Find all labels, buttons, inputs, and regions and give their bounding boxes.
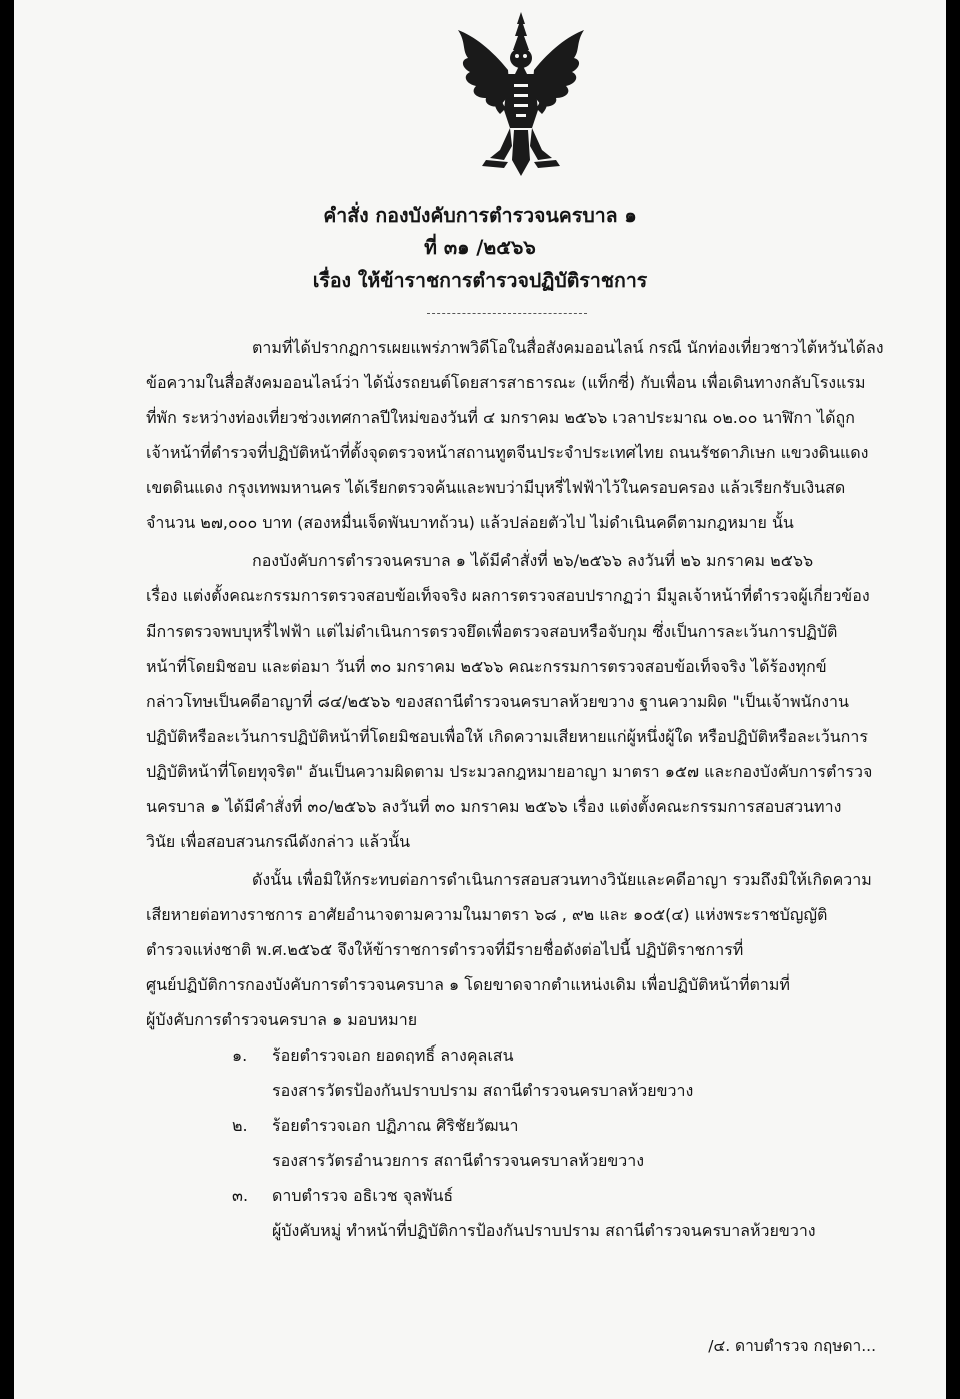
- order-title: คำสั่ง กองบังคับการตำรวจนครบาล ๑: [323, 204, 637, 227]
- paragraph-2-line: มีการตรวจพบบุหรี่ไฟฟ้า แต่ไม่ดำเนินการตรวจยึดเพื่อตรวจสอบหรือจับกุม ซึ่งเป็นการละเว้นการปฏิบัติ: [146, 622, 838, 641]
- continuation-note: /๔. ดาบตำรวจ กฤษดา...: [708, 1337, 876, 1355]
- paragraph-2-line: กล่าวโทษเป็นคดีอาญาที่ ๘๔/๒๕๖๖ ของสถานีตำรวจนครบาลห้วยขวาง ฐานความผิด "เป็นเจ้าพนักงาน: [146, 692, 849, 711]
- paragraph-3-line: ดังนั้น เพื่อมิให้กระทบต่อการดำเนินการสอบสวนทางวินัยและคดีอาญา รวมถึงมิให้เกิดความ: [252, 870, 872, 889]
- paragraph-1-line: เจ้าหน้าที่ตำรวจที่ปฏิบัติหน้าที่ตั้งจุดตรวจหน้าสถานทูตจีนประจำประเทศไทย ถนนรัชดาภิเษก แขวงดินแดง: [146, 443, 869, 462]
- paragraph-1-line: ตามที่ได้ปรากฏการเผยแพร่ภาพวิดีโอในสื่อสังคมออนไลน์ กรณี นักท่องเที่ยวชาวไต้หวันได้ลง: [252, 338, 884, 357]
- paragraph-3-line: ตำรวจแห่งชาติ พ.ศ.๒๕๖๕ จึงให้ข้าราชการตำรวจที่มีรายชื่อดังต่อไปนี้ ปฏิบัติราชการที่: [146, 940, 744, 959]
- officer-position: รองสารวัตรอำนวยการ สถานีตำรวจนครบาลห้วยขวาง: [272, 1151, 645, 1170]
- paragraph-2-line: กองบังคับการตำรวจนครบาล ๑ ได้มีคำสั่งที่ ๒๖/๒๕๖๖ ลงวันที่ ๒๖ มกราคม ๒๕๖๖: [252, 551, 814, 570]
- officer-name: ดาบตำรวจ อธิเวช จุลพันธ์: [272, 1186, 454, 1205]
- officer-number: ๑.: [232, 1046, 248, 1065]
- order-subject: เรื่อง ให้ข้าราชการตำรวจปฏิบัติราชการ: [312, 269, 648, 292]
- officer-position: ผู้บังคับหมู่ ทำหน้าที่ปฏิบัติการป้องกันปราบปราม สถานีตำรวจนครบาลห้วยขวาง: [272, 1221, 816, 1240]
- paragraph-2-line: ปฏิบัติหน้าที่โดยทุจริต" อันเป็นความผิดตาม ประมวลกฎหมายอาญา มาตรา ๑๕๗ และกองบังคับการตำรวจ: [146, 762, 873, 781]
- order-number: ที่ ๓๑ /๒๕๖๖: [424, 236, 536, 259]
- officer-number: ๓.: [232, 1186, 249, 1205]
- paragraph-2-line: นครบาล ๑ ได้มีคำสั่งที่ ๓๐/๒๕๖๖ ลงวันที่ ๓๐ มกราคม ๒๕๖๖ เรื่อง แต่งตั้งคณะกรรมการสอบสวนทาง: [146, 797, 842, 816]
- paragraph-2-line: เรื่อง แต่งตั้งคณะกรรมการตรวจสอบข้อเท็จจริง ผลการตรวจสอบปรากฏว่า มีมูลเจ้าหน้าที่ตำรวจผู้เกี่ยวข้อง: [146, 586, 870, 605]
- paragraph-3-line: ศูนย์ปฏิบัติการกองบังคับการตำรวจนครบาล ๑ โดยขาดจากตำแหน่งเดิม เพื่อปฏิบัติหน้าที่ตามที่: [146, 975, 790, 994]
- paragraph-1-line: ที่พัก ระหว่างท่องเที่ยวช่วงเทศกาลปีใหม่ของวันที่ ๔ มกราคม ๒๕๖๖ เวลาประมาณ ๐๒.๐๐ นาฬิกา ได้ถูก: [146, 408, 855, 427]
- header-divider: [427, 313, 587, 314]
- document-page: [14, 0, 946, 1399]
- paragraph-3-line: เสียหายต่อทางราชการ อาศัยอำนาจตามความในมาตรา ๖๘ , ๙๒ และ ๑๐๕(๔) แห่งพระราชบัญญัติ: [146, 905, 828, 924]
- paragraph-1-line: ข้อความในสื่อสังคมออนไลน์ว่า ได้นั่งรถยนต์โดยสารสาธารณะ (แท็กซี่) กับเพื่อน เพื่อเดินทางกลับโรงแรม: [146, 373, 866, 392]
- garuda-emblem-icon: [452, 10, 590, 178]
- paragraph-1-line: เขตดินแดง กรุงเทพมหานคร ได้เรียกตรวจค้นและพบว่ามีบุหรี่ไฟฟ้าไว้ในครอบครอง แล้วเรียกรับเงินสด: [146, 478, 846, 497]
- paragraph-2-line: หน้าที่โดยมิชอบ และต่อมา วันที่ ๓๐ มกราคม ๒๕๖๖ คณะกรรมการตรวจสอบข้อเท็จจริง ได้ร้องทุกข์: [146, 657, 827, 676]
- officer-position: รองสารวัตรป้องกันปราบปราม สถานีตำรวจนครบาลห้วยขวาง: [272, 1081, 694, 1100]
- officer-name: ร้อยตำรวจเอก ยอดฤทธิ์ ลางคุลเสน: [272, 1046, 514, 1065]
- officer-name: ร้อยตำรวจเอก ปฏิภาณ ศิริชัยวัฒนา: [272, 1116, 519, 1135]
- paragraph-1-line: จำนวน ๒๗,๐๐๐ บาท (สองหมื่นเจ็ดพันบาทถ้วน) แล้วปล่อยตัวไป ไม่ดำเนินคดีตามกฎหมาย นั้น: [146, 513, 794, 532]
- paragraph-2-line: วินัย เพื่อสอบสวนกรณีดังกล่าว แล้วนั้น: [146, 832, 411, 851]
- paragraph-2-line: ปฏิบัติหรือละเว้นการปฏิบัติหน้าที่โดยมิชอบเพื่อให้ เกิดความเสียหายแก่ผู้หนึ่งผู้ใด หรือปฏิบัติหรือละเว้นการ: [146, 727, 868, 746]
- paragraph-3-line: ผู้บังคับการตำรวจนครบาล ๑ มอบหมาย: [146, 1010, 418, 1029]
- officer-number: ๒.: [232, 1116, 248, 1135]
